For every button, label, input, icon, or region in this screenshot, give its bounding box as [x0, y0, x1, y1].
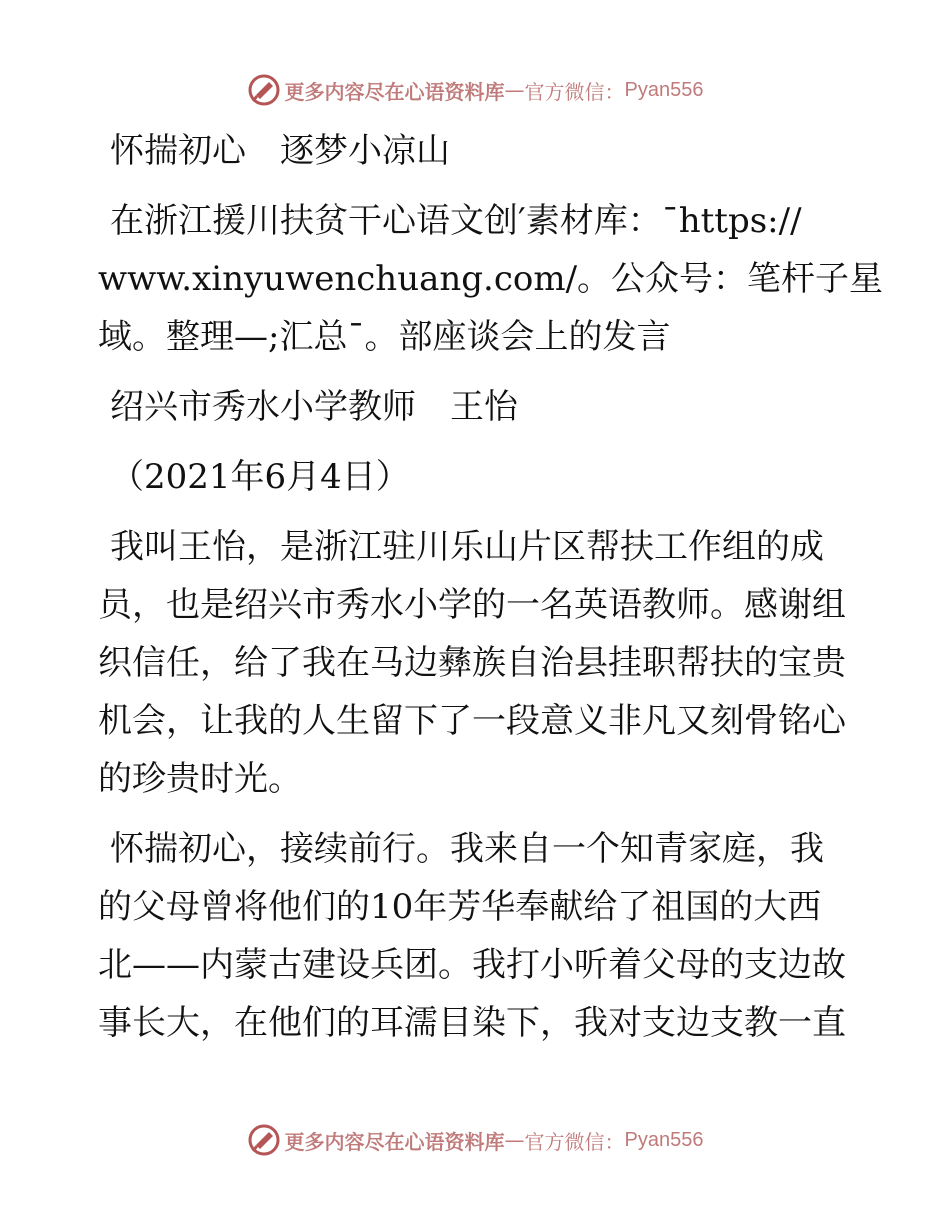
footer-banner — [0, 1120, 950, 1160]
logo-icon — [247, 73, 281, 107]
banner-text: 更多内容尽在心语资料库 — [284, 1129, 505, 1154]
para2-line-1: 我叫王怡，是浙江驻川乐山片区帮扶工作组的成 — [110, 527, 824, 567]
header-banner — [0, 70, 950, 110]
document-title: 怀揣初心 逐梦小凉山 — [110, 131, 450, 171]
para2-line-4: 机会，让我的人生留下了一段意义非凡又刻骨铭心 — [98, 701, 846, 741]
date-line: （2021年6月4日） — [110, 457, 410, 497]
para2-line-5: 的珍贵时光。 — [98, 759, 302, 799]
banner-separator: — — [504, 1128, 525, 1152]
para1-line-3: 域。整理—;汇总¯。部座谈会上的发言 — [98, 317, 671, 357]
banner-text: 更多内容尽在心语资料库 — [284, 79, 505, 104]
banner-wechat-label: 官方微信： — [524, 79, 625, 104]
banner-wechat-label: 官方微信： — [524, 1129, 625, 1154]
para1-line-2: www.xinyuwenchuang.com/。公众号：笔杆子星 — [98, 259, 884, 299]
document-body — [98, 122, 884, 1052]
banner-separator: — — [504, 78, 525, 102]
para3-line-4: 事长大，在他们的耳濡目染下，我对支边支教一直 — [98, 1003, 846, 1043]
logo-icon — [247, 1123, 281, 1157]
author-line: 绍兴市秀水小学教师 王怡 — [110, 387, 518, 427]
para2-line-3: 织信任，给了我在马边彝族自治县挂职帮扶的宝贵 — [98, 643, 846, 683]
para1-line-1: 在浙江援川扶贫干心语文创′素材库：¯https:// — [110, 201, 802, 241]
banner-wechat-id: Pyan556 — [624, 1128, 704, 1151]
para2-line-2: 员，也是绍兴市秀水小学的一名英语教师。感谢组 — [98, 585, 846, 625]
para3-line-1: 怀揣初心，接续前行。我来自一个知青家庭，我 — [110, 829, 824, 869]
para3-line-2: 的父母曾将他们的10年芳华奉献给了祖国的大西 — [98, 887, 822, 927]
para3-line-3: 北——内蒙古建设兵团。我打小听着父母的支边故 — [98, 945, 846, 985]
banner-wechat-id: Pyan556 — [624, 78, 704, 101]
